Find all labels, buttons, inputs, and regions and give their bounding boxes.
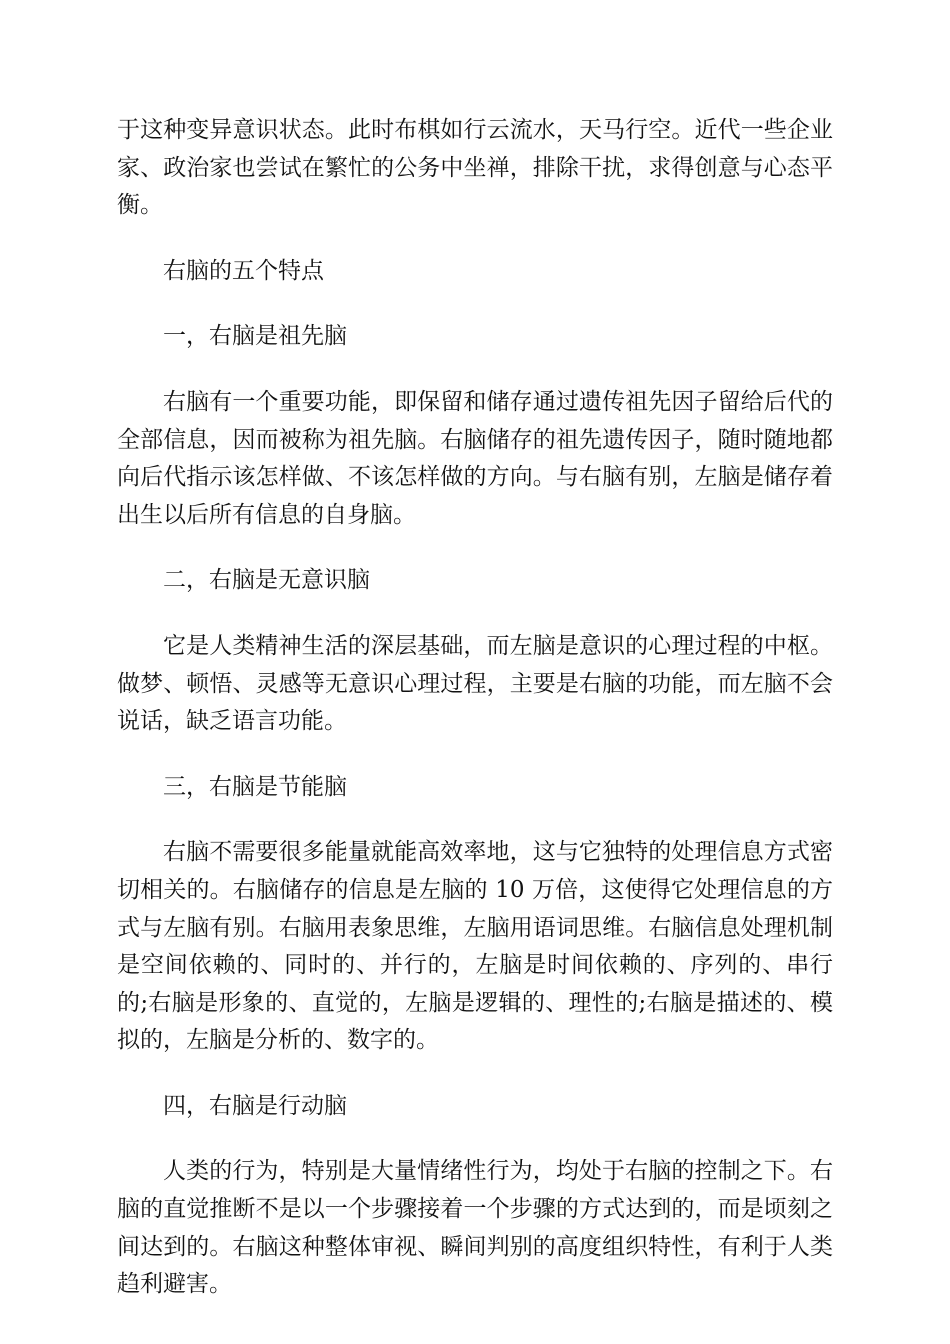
paragraph-unconscious-brain: 它是人类精神生活的深层基础，而左脑是意识的心理过程的中枢。做梦、顿悟、灵感等无意识心理过程，主要是右脑的功能，而左脑不会说话，缺乏语言功能。 xyxy=(117,632,833,735)
document-body xyxy=(117,112,833,1304)
subheading-unconscious-brain: 二，右脑是无意识脑 xyxy=(163,567,370,594)
paragraph-ancestral-brain: 右脑有一个重要功能，即保留和储存通过遗传祖先因子留给后代的全部信息，因而被称为祖先脑。右脑储存的祖先遗传因子，随时随地都向后代指示该怎样做、不该怎样做的方向。与右脑有别，左脑是储存着出生以后所有信息的自身脑。 xyxy=(117,388,833,528)
paragraph-energy-saving-brain: 右脑不需要很多能量就能高效率地，这与它独特的处理信息方式密切相关的。右脑储存的信息是左脑的 10 万倍，这使得它处理信息的方式与左脑有别。右脑用表象思维，左脑用语词思维。右脑信息处理机制是空间依赖的、同时的、并行的，左脑是时间依赖的、序列的、串行的;右脑是形象的、直觉的，左脑是逻辑的、理性的;右脑是描述的、模拟的，左脑是分析的、数字的。 xyxy=(117,839,833,1054)
section-heading: 右脑的五个特点 xyxy=(163,257,324,284)
subheading-action-brain: 四，右脑是行动脑 xyxy=(163,1092,347,1119)
paragraph-action-brain: 人类的行为，特别是大量情绪性行为，均处于右脑的控制之下。右脑的直觉推断不是以一个步骤接着一个步骤的方式达到的，而是顷刻之间达到的。右脑这种整体审视、瞬间判别的高度组织特性，有利于人类趋利避害。 xyxy=(117,1158,833,1298)
subheading-ancestral-brain: 一，右脑是祖先脑 xyxy=(163,323,347,350)
subheading-energy-saving-brain: 三，右脑是节能脑 xyxy=(163,773,347,800)
paragraph-continuation: 于这种变异意识状态。此时布棋如行云流水，天马行空。近代一些企业家、政治家也尝试在繁忙的公务中坐禅，排除干扰，求得创意与心态平衡。 xyxy=(117,117,833,219)
